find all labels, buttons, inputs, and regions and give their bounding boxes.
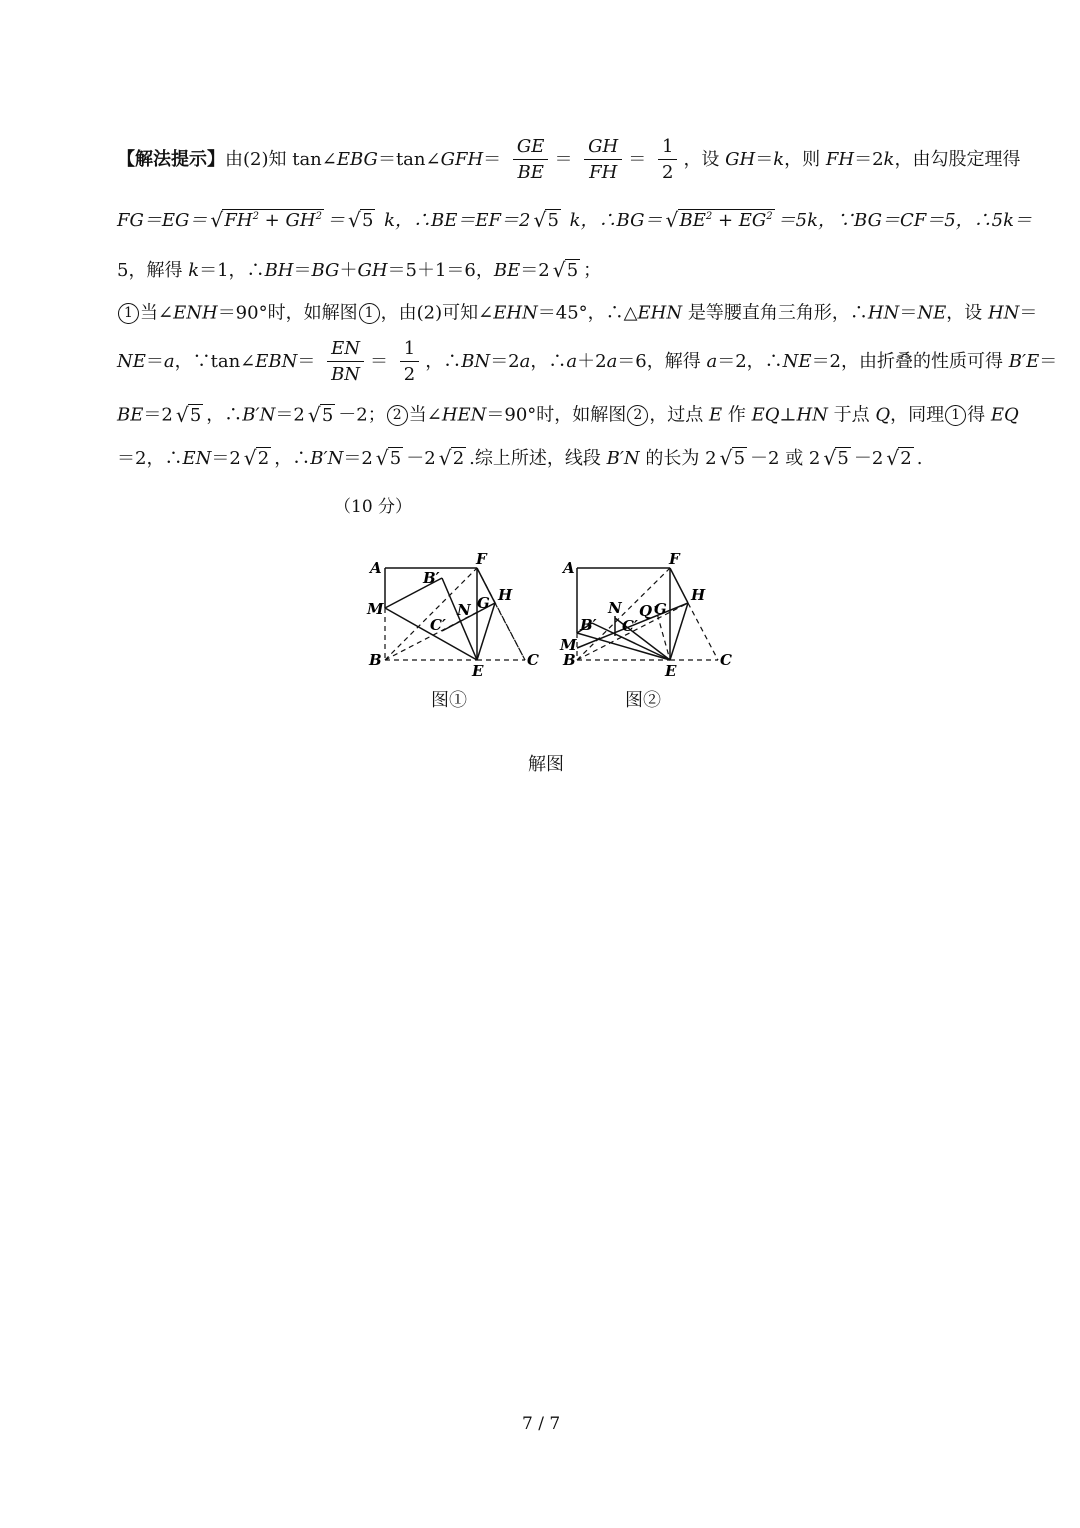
hint-label: 【解法提示】 [117,149,225,170]
fig2-label-G: G [654,600,667,618]
fig1-label-N: N [457,601,471,619]
solution-line-2: FG＝EG＝√ $FH^2 + GH^2$ ＝√ 5 k，∴BE＝EF＝2√ 5 k，∴BG＝√ $BE^2 + EG^2 =5k$，∵BG＝CF＝5，∴5k＝ [117,212,1000,230]
sqrt-be2-eg2: √ $BE^2 + EG^2$ [666,212,775,230]
fig1-label-Cp: C′ [430,616,446,634]
fraction-ge-be: $\frac{GE}{BE}$ [513,138,549,182]
solution-line-1: 【解法提示】由(2)知 tan∠EBG＝tan∠GFH＝ $\frac{GE}{BE}$ ＝ $\frac{GH}{FH}$ ＝ $\frac{1}{2}$ ，设 GH＝k，则 FH＝2k，由勾股定理得 [117,136,1021,183]
fig2-label-N: N [608,599,622,617]
fig2-label-Bp: B′ [580,616,597,634]
fraction-gh-fh: $\frac{GH}{FH}$ [584,138,622,182]
fig2-label-F: F [669,550,680,568]
score-note: （10 分） [334,497,413,517]
fraction-en-bn: $\frac{EN}{BN}$ [327,340,364,384]
fig1-label-H: H [498,586,513,604]
figure-2-caption: 图② [625,690,661,711]
solution-line-4: 1 当∠ENH＝90°时，如解图 1 ，由(2)可知∠EHN＝45°，∴△EHN 是等腰直角三角形，∴HN＝NE，设 HN＝ [117,303,1000,324]
fig1-label-Bp: B′ [423,569,440,587]
solution-line-5: NE＝a，∵tan∠EBN＝ $\frac{EN}{BN}$ ＝ $\frac{1}{2}$ ，∴BN＝2a，∴a＋2a＝6，解得 a＝2，∴NE＝2，由折叠的性质可得 B′E＝ [117,338,1058,385]
figure-1-diagram [360,548,550,683]
fig1-label-B: B [369,651,382,669]
solution-line-3: 5，解得 k＝1，∴BH＝BG＋GH＝5＋1＝6，BE＝2√ 5 ； [117,262,1000,280]
fig1-label-M: M [367,600,384,618]
fig1-label-F: F [476,550,487,568]
circled-two: 2 [387,405,408,426]
fig2-label-E: E [665,662,677,680]
solution-figure-caption: 解图 [528,754,564,775]
fig2-label-M: M [560,636,577,654]
fig1-label-E: E [472,662,484,680]
fig1-label-G: G [477,594,490,612]
figure-1-caption: 图① [431,690,467,711]
fig2-label-A: A [563,559,575,577]
fig2-label-H: H [691,586,706,604]
solution-line-7: ＝2，∴EN＝2√ 2 ，∴B′N＝2√ 5 －2√ 2 .综上所述，线段 B′N 的长为 2√ 5 －2 或 2√ 5 －2√ 2 . [117,450,1000,468]
sqrt-fh2-gh2: √ $FH^2 + GH^2$ [210,212,324,230]
fig2-label-C: C [720,651,732,669]
fig1-label-C: C [527,651,539,669]
circled-one: 1 [118,303,139,324]
fig1-label-A: A [370,559,382,577]
figure-2-diagram [555,548,745,683]
fig2-label-Cp: C′ [622,617,638,635]
fraction-one-half: $\frac{1}{2}$ [658,138,677,182]
fig2-label-Q: Q [639,602,653,620]
fig2-label-B: B [563,651,576,669]
solution-line-6: BE＝2√ 5 ，∴B′N＝2√ 5 －2； 2 当∠HEN＝90°时，如解图 2 ，过点 E 作 EQ⊥HN 于点 Q，同理 1 得 EQ [117,405,1000,426]
fraction-one-half-2: $\frac{1}{2}$ [400,340,419,384]
page-number: 7 / 7 [522,1414,561,1434]
